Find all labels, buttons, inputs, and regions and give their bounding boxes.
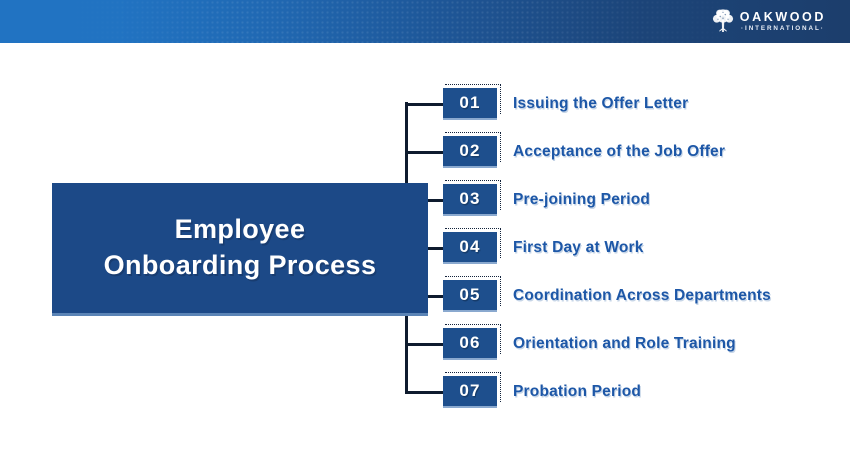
step-label: Orientation and Role Training [513, 335, 736, 352]
step-label: Issuing the Offer Letter [513, 95, 689, 112]
brand-subtitle: ·INTERNATIONAL· [741, 25, 825, 33]
step-number: 06 [443, 328, 497, 360]
step-label: First Day at Work [513, 239, 644, 256]
title-line-2: Onboarding Process [103, 250, 377, 280]
oak-tree-icon [712, 8, 734, 35]
step-row [405, 232, 850, 264]
step-row [405, 280, 850, 312]
page-title [104, 212, 377, 284]
step-label: Probation Period [513, 383, 642, 400]
step-label: Coordination Across Departments [513, 287, 771, 304]
brand-text [740, 11, 826, 33]
brand-logo [712, 8, 826, 35]
step-connector-line [405, 103, 445, 106]
step-number: 07 [443, 376, 497, 408]
title-box [52, 183, 428, 316]
step-number: 05 [443, 280, 497, 312]
title-line-1: Employee [174, 214, 306, 245]
step-row [405, 184, 850, 216]
step-connector-line [405, 391, 445, 394]
step-row [405, 376, 850, 408]
step-row [405, 328, 850, 360]
step-number: 03 [443, 184, 497, 216]
step-label: Acceptance of the Job Offer [513, 143, 726, 160]
step-number: 04 [443, 232, 497, 264]
step-label: Pre-joining Period [513, 191, 651, 208]
brand-name: OAKWOOD [739, 9, 826, 24]
step-connector-line [405, 151, 445, 154]
step-number: 02 [443, 136, 497, 168]
step-number: 01 [443, 88, 497, 120]
step-row [405, 88, 850, 120]
step-connector-line [405, 343, 445, 346]
step-row [405, 136, 850, 168]
